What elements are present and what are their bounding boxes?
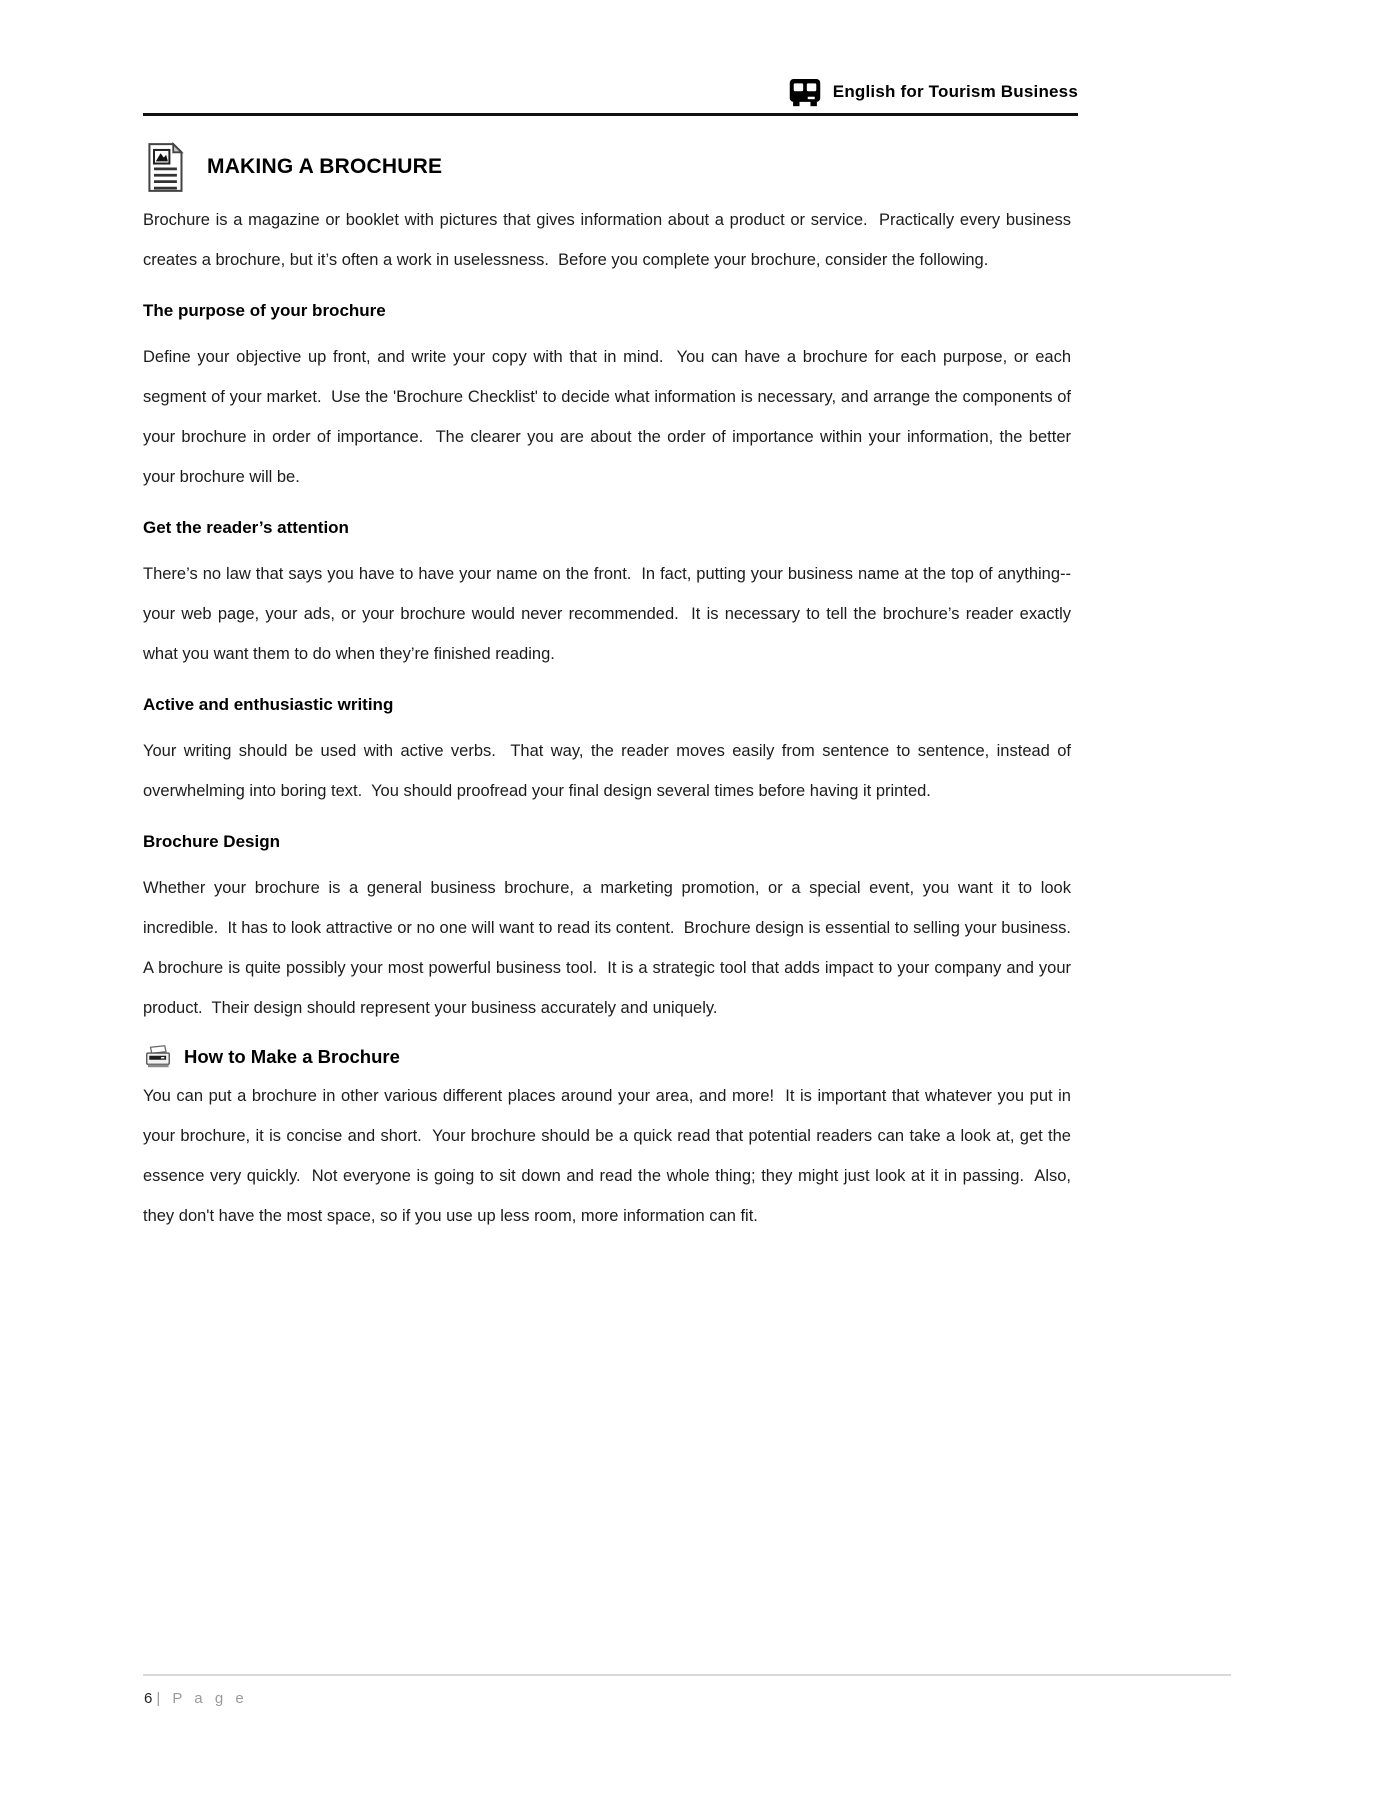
howto-heading: How to Make a Brochure [184, 1046, 400, 1067]
footer-page-label: | P a g e [156, 1690, 248, 1707]
section-heading-attention: Get the reader’s attention [143, 518, 349, 537]
section-paragraph-design: Whether your brochure is a general business brochure, a marketing promotion, or a special event, you want it to look incredible. It has to look attractive or no one will want to read its content. Brochure design is essential to selling your business. A brochure is quite possibly your most powerful business tool. It is a strategic tool that adds impact to your company and your product. Their design should represent your business accurately and uniquely. [143, 879, 1081, 1017]
page-title: MAKING A BROCHURE [207, 155, 443, 178]
footer-divider [143, 1674, 1231, 1676]
document-icon [143, 140, 187, 194]
printer-icon [143, 1044, 173, 1070]
header-brand: English for Tourism Business [832, 82, 1078, 101]
section-paragraph-attention: There’s no law that says you have to have your name on the front. In fact, putting your business name at the top of anything--your web page, your ads, or your brochure would never recommended. It is necessary to tell the brochure’s reader exactly what you want them to do when they’re finished reading. [143, 565, 1076, 663]
footer-page-number: 6 [144, 1690, 153, 1707]
footer-page-indicator [144, 1690, 248, 1707]
section-paragraph-writing: Your writing should be used with active verbs. That way, the reader moves easily from sentence to sentence, instead of overwhelming into boring text. You should proofread your final design several times before having it printed. [143, 742, 1076, 800]
section-paragraph-purpose: Define your objective up front, and write your copy with that in mind. You can have a brochure for each purpose, or each segment of your market. Use the 'Brochure Checklist' to decide what information is necessary, and arrange the components of your brochure in order of importance. The clearer you are about the order of importance within your information, the better your brochure will be. [143, 348, 1076, 486]
section-heading-design: Brochure Design [143, 832, 280, 851]
howto-paragraph: You can put a brochure in other various different places around your area, and more! It is important that whatever you put in your brochure, it is concise and short. Your brochure should be a quick read that potential readers can take a look at, get the essence very quickly. Not everyone is going to sit down and read the whole thing; they might just look at it in passing. Also, they don't have the most space, so if you use up less room, more information can fit. [143, 1087, 1076, 1225]
section-heading-writing: Active and enthusiastic writing [143, 695, 394, 714]
section-heading-purpose: The purpose of your brochure [143, 301, 386, 320]
intro-paragraph: Brochure is a magazine or booklet with pictures that gives information about a product or service. Practically every business creates a brochure, but it’s often a work in uselessness. Before you complete your brochure, consider the following. [143, 211, 1076, 269]
bus-icon [786, 76, 824, 108]
page-header [143, 0, 1078, 116]
